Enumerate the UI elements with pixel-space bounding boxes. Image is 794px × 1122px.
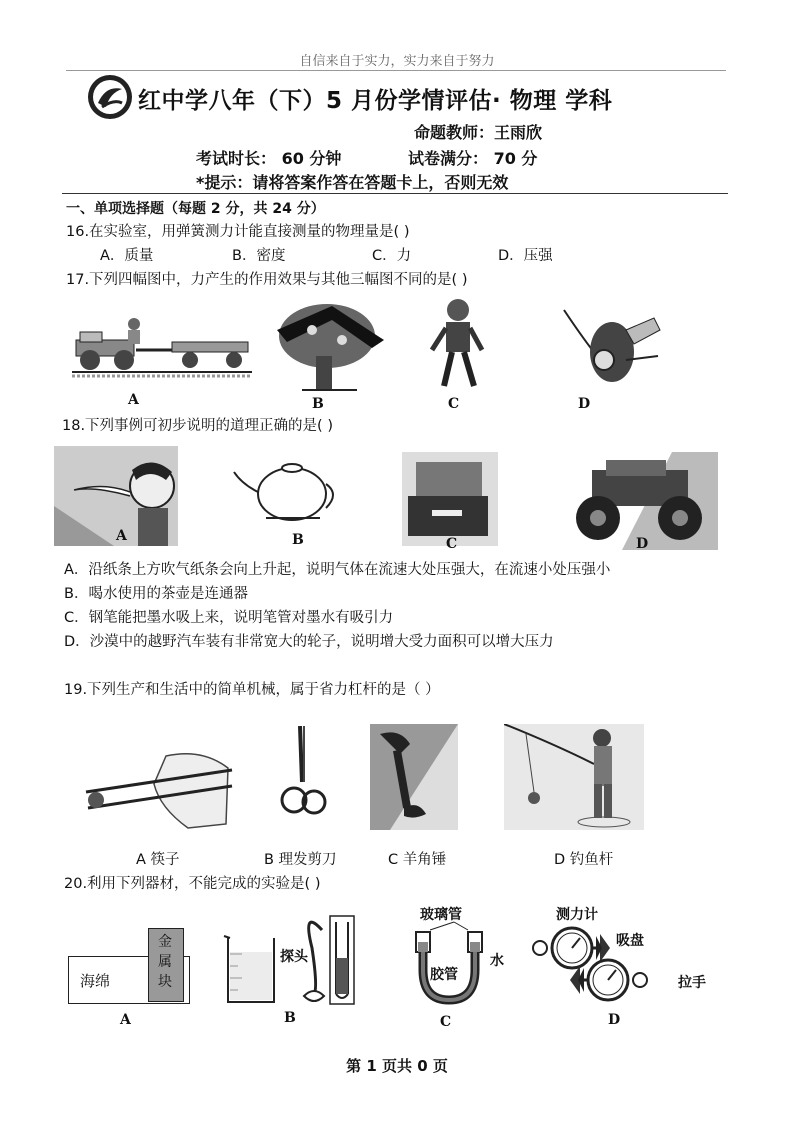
q18-label-d: D	[636, 536, 649, 552]
question-20-stem: 20.利用下列器材，不能完成的实验是( )	[64, 876, 321, 892]
q20-handle-label: 拉手	[678, 975, 706, 991]
page-title: 红中学八年（下）5 月份学情评估· 物理 学科	[138, 88, 613, 114]
question-16-stem: 16.在实验室，用弹簧测力计能直接测量的物理量是( )	[66, 224, 410, 240]
q17-label-b: B	[312, 396, 324, 412]
q18-option-d: D．沙漠中的越野汽车装有非常宽大的轮子，说明增大受力面积可以增大压力	[64, 634, 554, 650]
q20-dynamometer-label: 测力计	[556, 907, 598, 923]
question-19-stem: 19.下列生产和生活中的简单机械，属于省力杠杆的是（ ）	[64, 682, 440, 698]
q20-label-b: B	[284, 1010, 296, 1026]
full-marks: 试卷满分： 70 分	[408, 149, 538, 168]
q20-label-d: D	[608, 1012, 621, 1028]
section-title: 一、单项选择题（每题 2 分，共 24 分）	[66, 201, 325, 217]
q17-label-a: A	[128, 392, 139, 408]
q20-figure-c-connected-tubes	[408, 920, 498, 1006]
exam-duration: 考试时长： 60 分钟	[196, 149, 342, 168]
q18-option-c: C．钢笔能把墨水吸上来，说明笔管对墨水有吸引力	[64, 610, 394, 626]
q19-caption-c: C 羊角锤	[388, 852, 447, 868]
q17-figure-c-person	[424, 296, 494, 392]
q19-caption-a: A 筷子	[136, 852, 180, 868]
q17-label-c: C	[448, 396, 460, 412]
q17-figure-d-ball-squeeze	[554, 300, 664, 386]
q19-figure-b-scissors	[278, 726, 328, 822]
q20-label-a: A	[120, 1012, 131, 1028]
section-divider	[62, 193, 728, 194]
question-17-stem: 17.下列四幅图中，力产生的作用效果与其他三幅图不同的是( )	[66, 272, 468, 288]
exam-notice: *提示：请将答案作答在答题卡上，否则无效	[196, 173, 509, 192]
q20-figure-d-suction-cups	[530, 918, 680, 1010]
q18-label-b: B	[292, 532, 304, 548]
q19-figure-c-claw-hammer	[370, 724, 458, 830]
q17-figure-b-tree	[272, 300, 387, 392]
q19-caption-b: B 理发剪刀	[264, 852, 337, 868]
q17-label-d: D	[578, 396, 591, 412]
q20-suction-cup-label: 吸盘	[616, 933, 644, 949]
header-divider	[66, 70, 726, 71]
q19-caption-d: D 钓鱼杆	[554, 852, 614, 868]
q17-figure-a-tractor	[72, 310, 252, 380]
q18-option-a: A．沿纸条上方吹气纸条会向上升起，说明气体在流速大处压强大，在流速小处压强小	[64, 562, 611, 578]
q19-figure-d-fishing-rod	[504, 724, 644, 830]
q20-sponge-label: 海绵	[80, 972, 111, 990]
q16-option-a: A．质量	[100, 248, 154, 264]
q16-option-d: D．压强	[498, 248, 553, 264]
question-18-stem: 18.下列事例可初步说明的道理正确的是( )	[62, 418, 333, 434]
q20-rubber-tube-label: 胶管	[430, 967, 458, 983]
q18-figure-c-fountain-pen	[402, 452, 498, 546]
q20-water-label: 水	[490, 953, 504, 969]
q20-probe-label: 探头	[280, 949, 308, 965]
school-motto: 自信来自于实力，实力来自于努力	[299, 54, 495, 69]
teacher-info: 命题教师：王雨欣	[414, 123, 543, 142]
q18-label-c: C	[446, 536, 458, 552]
q16-option-b: B．密度	[232, 248, 286, 264]
q16-option-c: C．力	[372, 248, 412, 264]
school-logo	[86, 73, 134, 121]
q18-label-a: A	[116, 528, 127, 544]
q18-figure-b-teapot	[232, 454, 342, 526]
q19-figure-a-chopsticks	[76, 728, 236, 836]
page-number: 第 1 页共 0 页	[346, 1057, 448, 1075]
q20-label-c: C	[440, 1014, 452, 1030]
q18-option-b: B．喝水使用的茶壶是连通器	[64, 586, 248, 602]
q20-glass-tube-label: 玻璃管	[420, 907, 462, 923]
q20-metal-block-label: 金 属 块	[158, 934, 172, 990]
